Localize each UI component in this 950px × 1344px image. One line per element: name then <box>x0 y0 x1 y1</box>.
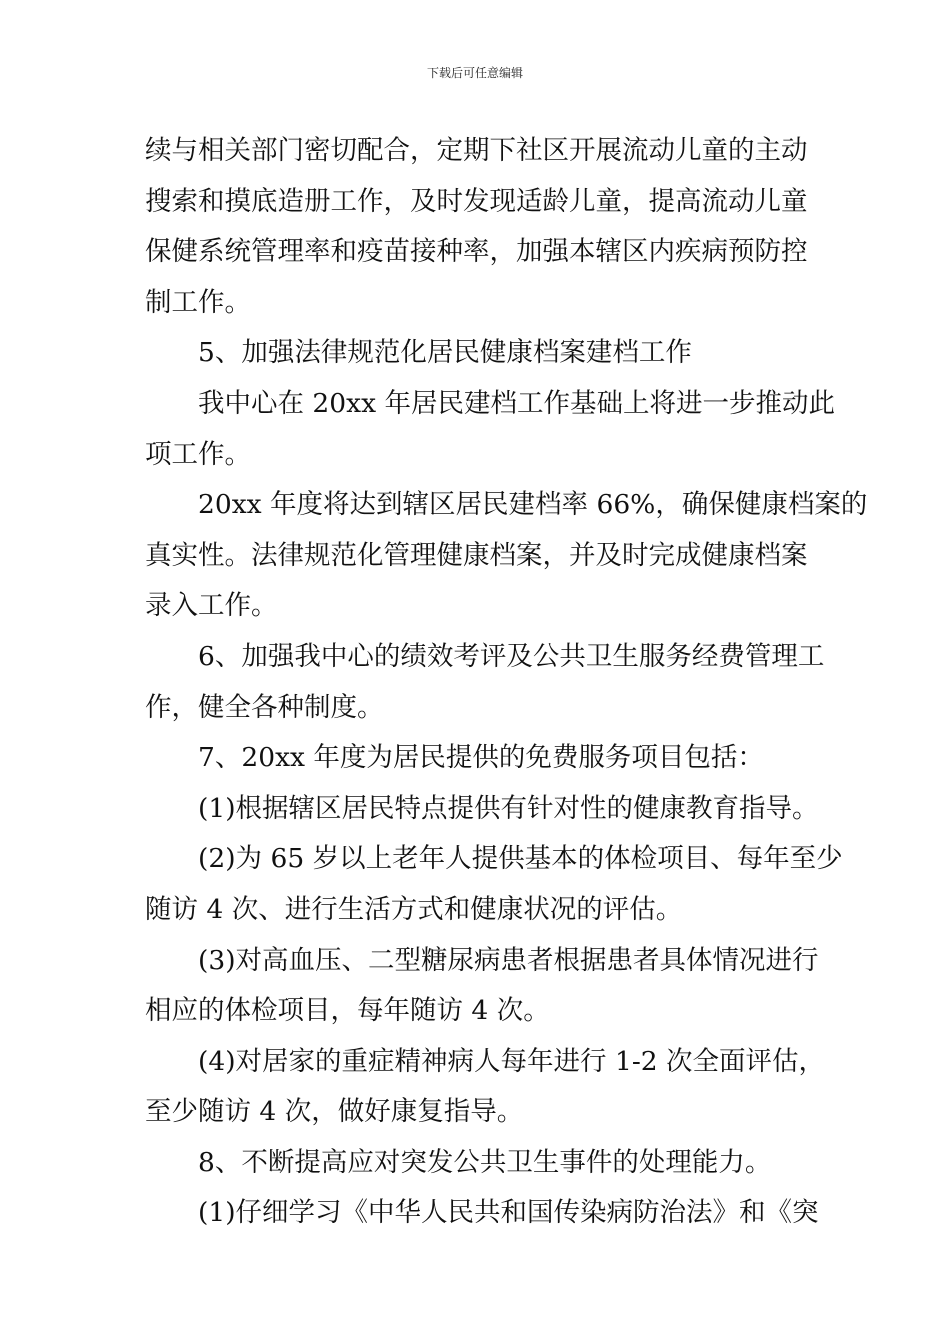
text-line: 制工作。 <box>145 286 251 318</box>
text-line: 录入工作。 <box>145 590 278 622</box>
text-line: 随访 4 次、进行生活方式和健康状况的评估。 <box>145 893 683 925</box>
text-line: 续与相关部门密切配合，定期下社区开展流动儿童的主动 <box>145 135 808 166</box>
text-line: 搜索和摸底造册工作，及时发现适龄儿童，提高流动儿童 <box>145 185 808 217</box>
page-header: 下载后可任意编辑 <box>426 66 523 80</box>
text-line: (1)根据辖区居民特点提供有针对性的健康教育指导。 <box>198 792 819 824</box>
text-line: 7、20xx 年度为居民提供的免费服务项目包括： <box>198 742 764 774</box>
text-line: 相应的体检项目，每年随访 4 次。 <box>145 995 550 1027</box>
text-line: 作，健全各种制度。 <box>145 691 384 723</box>
document-body <box>145 126 868 1239</box>
text-line: 6、加强我中心的绩效考评及公共卫生服务经费管理工 <box>198 640 825 672</box>
text-line: 真实性。法律规范化管理健康档案，并及时完成健康档案 <box>145 539 808 571</box>
text-line: 我中心在 20xx 年居民建档工作基础上将进一步推动此 <box>198 387 835 419</box>
text-line: (3)对高血压、二型糖尿病患者根据患者具体情况进行 <box>198 944 819 976</box>
text-line: (4)对居家的重症精神病人每年进行 1-2 次全面评估， <box>198 1045 826 1077</box>
text-line: 20xx 年度将达到辖区居民建档率 66%，确保健康档案的 <box>198 489 868 521</box>
text-line: 项工作。 <box>145 438 251 470</box>
text-line: (1)仔细学习《中华人民共和国传染病防治法》和《突 <box>198 1197 819 1229</box>
text-line: 保健系统管理率和疫苗接种率，加强本辖区内疾病预防控 <box>145 236 808 268</box>
text-line: 5、加强法律规范化居民健康档案建档工作 <box>198 337 692 369</box>
text-line: 至少随访 4 次，做好康复指导。 <box>145 1096 524 1128</box>
text-line: 8、不断提高应对突发公共卫生事件的处理能力。 <box>198 1146 772 1178</box>
text-line: (2)为 65 岁以上老年人提供基本的体检项目、每年至少 <box>198 843 843 875</box>
